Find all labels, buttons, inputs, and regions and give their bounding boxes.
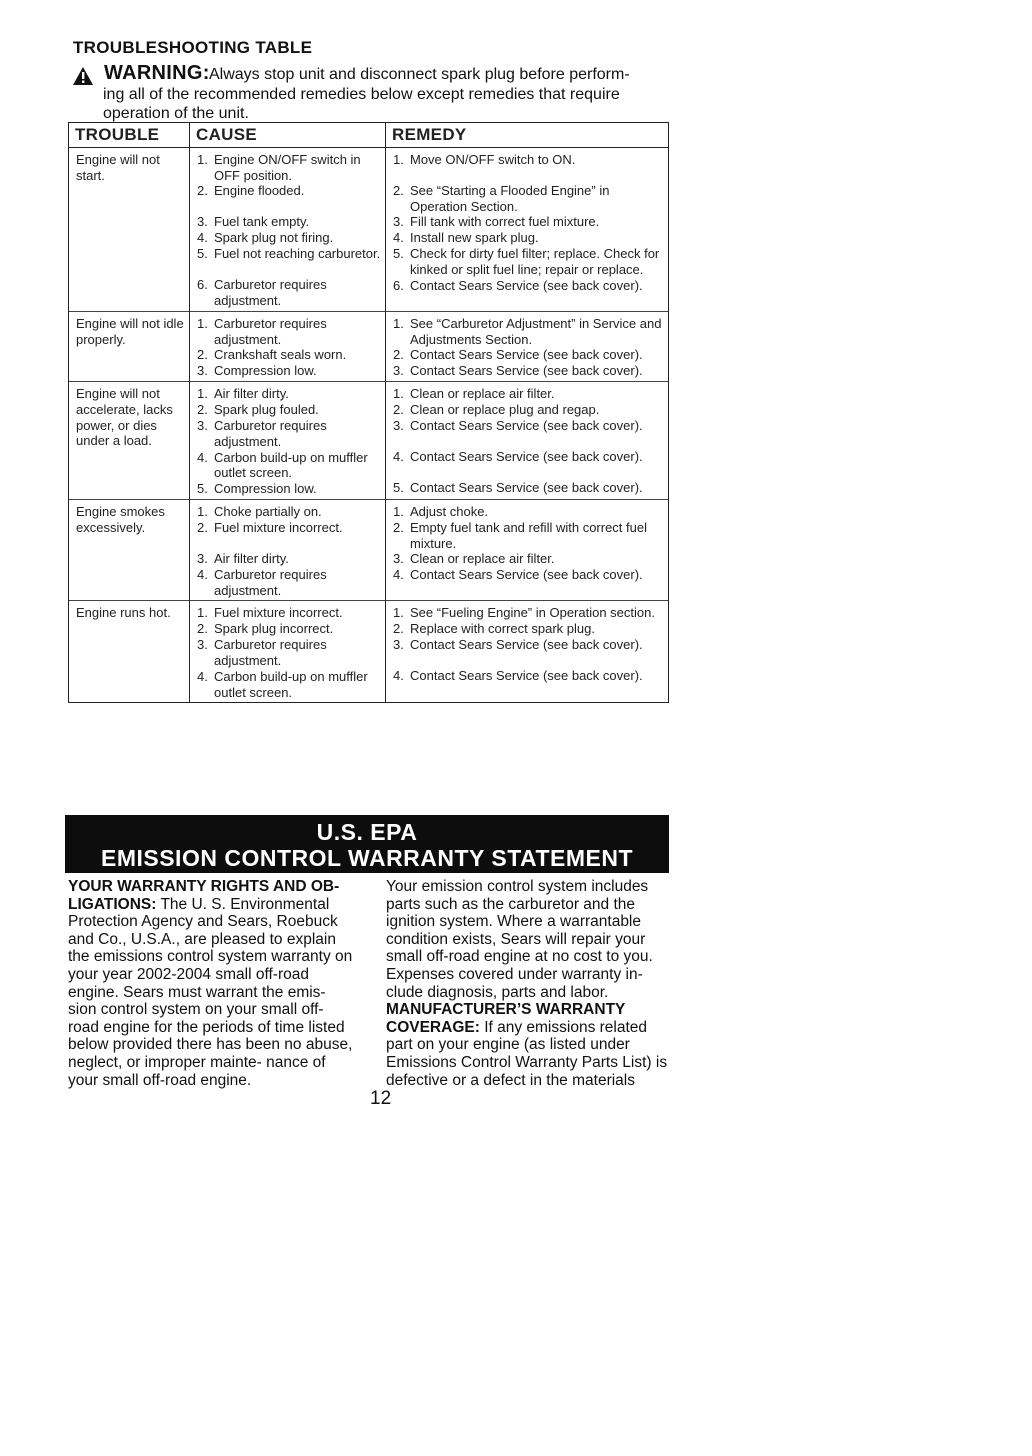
- remedy-item-text: See “Fueling Engine” in Operation section.: [410, 605, 655, 621]
- cause-item-number: 4.: [197, 449, 208, 465]
- remedy-item-text: Contact Sears Service (see back cover).: [410, 363, 643, 379]
- remedy-item: [393, 551, 664, 567]
- cause-item-text: Carburetor requires adjustment.: [214, 418, 327, 449]
- cause-item: [197, 214, 381, 230]
- remedy-item-text: Contact Sears Service (see back cover).: [410, 637, 643, 653]
- cause-item-number: 2.: [197, 621, 208, 637]
- trouble-cell: Engine will not accelerate, lacks power, or dies under a load.: [69, 382, 190, 500]
- remedy-item-number: 2.: [393, 402, 404, 418]
- remedy-item-number: 3.: [393, 418, 404, 434]
- cause-item-text: Fuel mixture incorrect.: [214, 520, 343, 536]
- remedy-item: [393, 386, 664, 402]
- remedy-item: [393, 504, 664, 520]
- epa-banner-line-1: U.S. EPA: [316, 819, 418, 845]
- trouble-cell: Engine runs hot.: [69, 601, 190, 703]
- cause-item-number: 1.: [197, 605, 208, 621]
- cause-item: [197, 481, 381, 497]
- trouble-cell: Engine smokes excessively.: [69, 500, 190, 601]
- table-row: [69, 311, 669, 381]
- cause-item-text: Spark plug not firing.: [214, 230, 334, 246]
- cause-item: [197, 152, 381, 183]
- remedy-cell: [386, 500, 669, 601]
- remedy-item-text: Replace with correct spark plug.: [410, 621, 595, 637]
- remedy-item: [393, 605, 664, 621]
- cause-item-number: 2.: [197, 347, 208, 363]
- cause-item-text: Choke partially on.: [214, 504, 322, 520]
- warning-text-line-2: ing all of the recommended remedies below except remedies that require: [103, 86, 620, 103]
- remedy-item: [393, 230, 664, 246]
- cause-item: [197, 669, 381, 700]
- cause-item-text: Engine ON/OFF switch in OFF position.: [214, 152, 361, 183]
- cause-item-text: Compression low.: [214, 481, 317, 497]
- remedy-item-number: 5.: [393, 246, 404, 262]
- remedy-item-text: Install new spark plug.: [410, 230, 539, 246]
- remedy-item-number: 2.: [393, 347, 404, 363]
- remedy-item-text: Clean or replace plug and regap.: [410, 402, 600, 418]
- remedy-item-number: 4.: [393, 567, 404, 583]
- cause-item-text: Fuel tank empty.: [214, 214, 310, 230]
- remedy-item-text: Contact Sears Service (see back cover).: [410, 347, 643, 363]
- warranty-right-column: [386, 878, 671, 1089]
- remedy-item-text: Clean or replace air filter.: [410, 386, 555, 402]
- cause-cell: [190, 148, 386, 312]
- remedy-item: [393, 418, 664, 449]
- cause-item-text: Carburetor requires adjustment.: [214, 567, 327, 598]
- page-number: 12: [370, 1088, 392, 1109]
- cause-item: [197, 520, 381, 551]
- remedy-item: [393, 480, 664, 496]
- warning-text-line-1: Always stop unit and disconnect spark plug before perform-: [209, 66, 630, 83]
- cause-item: [197, 567, 381, 598]
- warning-text-line-3: operation of the unit.: [103, 105, 249, 122]
- remedy-item-text: Contact Sears Service (see back cover).: [410, 668, 643, 684]
- warranty-coverage-intro: Your emission control system includes parts such as the carburetor and the ignition system. Where a warrantable condition exists, Sears will repair your small off-road engine at no cost to you. Expenses covered under warranty in- clude diagnosis, parts and labor.: [386, 878, 653, 1001]
- remedy-item-number: 2.: [393, 183, 404, 198]
- cause-item-text: Air filter dirty.: [214, 551, 289, 567]
- table-row: [69, 382, 669, 500]
- cause-cell: [190, 311, 386, 381]
- remedy-item: [393, 520, 664, 551]
- cause-cell: [190, 500, 386, 601]
- cause-item: [197, 230, 381, 246]
- remedy-item: [393, 363, 664, 379]
- remedy-item: [393, 246, 664, 277]
- cause-item-number: 1.: [197, 504, 208, 520]
- cause-item-number: 3.: [197, 363, 208, 379]
- cause-item-number: 5.: [197, 246, 208, 262]
- remedy-item-text: See “Starting a Flooded Engine” in Operation Section.: [410, 183, 610, 214]
- cause-item-number: 3.: [197, 214, 208, 230]
- remedy-item: [393, 567, 664, 598]
- remedy-item-text: Contact Sears Service (see back cover).: [410, 277, 643, 293]
- remedy-item-number: 3.: [393, 551, 404, 567]
- cause-item-number: 2.: [197, 402, 208, 418]
- cause-item: [197, 316, 381, 347]
- remedy-item: [393, 316, 664, 347]
- warranty-rights-heading: YOUR WARRANTY RIGHTS AND OB- LIGATIONS:: [68, 878, 340, 913]
- cause-item-text: Air filter dirty.: [214, 386, 289, 402]
- remedy-item-text: Clean or replace air filter.: [410, 551, 555, 567]
- cause-item-text: Spark plug incorrect.: [214, 621, 334, 637]
- remedy-cell: [386, 601, 669, 703]
- manufacturer-warranty-body: If any emissions related part on your engine (as listed under Emissions Control Warranty Parts List) is defective or a defect in the materials: [386, 1018, 668, 1089]
- table-row: [69, 601, 669, 703]
- remedy-item-text: Contact Sears Service (see back cover).: [410, 418, 643, 434]
- cause-item: [197, 277, 381, 308]
- cause-item-number: 1.: [197, 152, 208, 167]
- cause-item-text: Carburetor requires adjustment.: [214, 637, 327, 669]
- cause-item-text: Fuel mixture incorrect.: [214, 605, 343, 621]
- cause-item: [197, 637, 381, 668]
- header-cause: CAUSE: [190, 123, 386, 148]
- cause-item: [197, 605, 381, 621]
- cause-item-text: Compression low.: [214, 363, 317, 379]
- trouble-cell: Engine will not idle properly.: [69, 311, 190, 381]
- remedy-item-text: Contact Sears Service (see back cover).: [410, 449, 643, 465]
- cause-item: [197, 347, 381, 363]
- warranty-rights-body: The U. S. Environmental Protection Agency and Sears, Roebuck and Co., U.S.A., are pleased to explain the emissions control system warranty on your year 2002-2004 small off-road engine. Sears must warrant the emis- sion control system on your small off- road engine for the periods of time listed below provided there has been no abuse, neglect, or improper mainte- nance of your small off-road engine.: [68, 895, 353, 1089]
- remedy-item-number: 3.: [393, 214, 404, 230]
- epa-banner-line-2: EMISSION CONTROL WARRANTY STATEMENT: [100, 845, 634, 871]
- cause-item-number: 4.: [197, 668, 208, 684]
- cause-item-number: 3.: [197, 551, 208, 567]
- cause-item: [197, 504, 381, 520]
- remedy-item-number: 1.: [393, 315, 404, 331]
- cause-item-number: 4.: [197, 567, 208, 583]
- troubleshooting-title: TROUBLESHOOTING TABLE: [73, 38, 313, 57]
- remedy-item-number: 1.: [393, 152, 404, 167]
- remedy-item-text: Adjust choke.: [410, 504, 489, 520]
- remedy-item-number: 2.: [393, 520, 404, 536]
- table-row: [69, 500, 669, 601]
- cause-item-number: 3.: [197, 637, 208, 653]
- cause-item-number: 4.: [197, 230, 208, 246]
- cause-item-number: 2.: [197, 520, 208, 536]
- remedy-item-number: 4.: [393, 449, 404, 465]
- cause-item: [197, 551, 381, 567]
- cause-item: [197, 363, 381, 379]
- cause-item: [197, 386, 381, 402]
- remedy-item-number: 3.: [393, 363, 404, 379]
- header-remedy: REMEDY: [386, 123, 669, 148]
- table-header-row: [69, 123, 669, 148]
- remedy-item-text: Fill tank with correct fuel mixture.: [410, 214, 600, 230]
- remedy-item: [393, 402, 664, 418]
- warranty-left-column: [68, 878, 358, 1089]
- remedy-item: [393, 152, 664, 183]
- remedy-cell: [386, 311, 669, 381]
- remedy-item-text: See “Carburetor Adjustment” in Service and Adjustments Section.: [410, 315, 662, 347]
- cause-item-number: 6.: [197, 277, 208, 293]
- cause-item-text: Engine flooded.: [214, 183, 305, 199]
- remedy-item-text: Check for dirty fuel filter; replace. Check for kinked or split fuel line; repair or replace.: [410, 246, 660, 278]
- warning-triangle-icon: [72, 66, 94, 86]
- remedy-item-number: 5.: [393, 480, 404, 496]
- remedy-item-number: 1.: [393, 386, 404, 402]
- remedy-item: [393, 621, 664, 637]
- cause-cell: [190, 382, 386, 500]
- cause-item: [197, 450, 381, 481]
- remedy-item-number: 3.: [393, 637, 404, 653]
- trouble-cell: Engine will not start.: [69, 148, 190, 312]
- remedy-item-text: Move ON/OFF switch to ON.: [410, 152, 576, 167]
- cause-item-number: 2.: [197, 183, 208, 199]
- remedy-item: [393, 668, 664, 699]
- remedy-item: [393, 347, 664, 363]
- cause-item: [197, 183, 381, 214]
- remedy-item: [393, 449, 664, 480]
- cause-item: [197, 621, 381, 637]
- remedy-cell: [386, 382, 669, 500]
- cause-item: [197, 402, 381, 418]
- warning-label: WARNING:: [104, 62, 210, 84]
- remedy-item-text: Empty fuel tank and refill with correct fuel mixture.: [410, 520, 647, 551]
- remedy-cell: [386, 148, 669, 312]
- cause-item-text: Carbon build-up on muffler outlet screen.: [214, 668, 368, 700]
- cause-item-number: 1.: [197, 386, 208, 402]
- cause-item-text: Fuel not reaching carburetor.: [214, 246, 381, 262]
- remedy-item-number: 4.: [393, 230, 404, 246]
- troubleshooting-table: [68, 122, 669, 703]
- remedy-item-text: Contact Sears Service (see back cover).: [410, 480, 643, 496]
- remedy-item-number: 1.: [393, 504, 404, 520]
- cause-item-text: Carburetor requires adjustment.: [214, 315, 327, 347]
- cause-item-text: Carburetor requires adjustment.: [214, 277, 327, 309]
- cause-item-number: 1.: [197, 315, 208, 331]
- remedy-item-number: 1.: [393, 605, 404, 621]
- epa-banner: [65, 815, 669, 873]
- remedy-item-text: Contact Sears Service (see back cover).: [410, 567, 643, 583]
- cause-item-number: 5.: [197, 481, 208, 497]
- remedy-item: [393, 278, 664, 309]
- cause-item-text: Spark plug fouled.: [214, 402, 319, 418]
- remedy-item-number: 4.: [393, 668, 404, 684]
- cause-item-text: Crankshaft seals worn.: [214, 347, 347, 363]
- header-trouble: TROUBLE: [69, 123, 190, 148]
- cause-item: [197, 246, 381, 277]
- remedy-item: [393, 183, 664, 214]
- cause-item-number: 3.: [197, 418, 208, 434]
- manufacturer-warranty-heading: MANUFACTURER’S WARRANTY COVERAGE:: [386, 1001, 626, 1036]
- remedy-item-number: 6.: [393, 277, 404, 293]
- remedy-item-number: 2.: [393, 621, 404, 637]
- remedy-item: [393, 637, 664, 668]
- cause-cell: [190, 601, 386, 703]
- cause-item-text: Carbon build-up on muffler outlet screen.: [214, 449, 368, 481]
- table-row: [69, 148, 669, 312]
- cause-item: [197, 418, 381, 449]
- remedy-item: [393, 214, 664, 230]
